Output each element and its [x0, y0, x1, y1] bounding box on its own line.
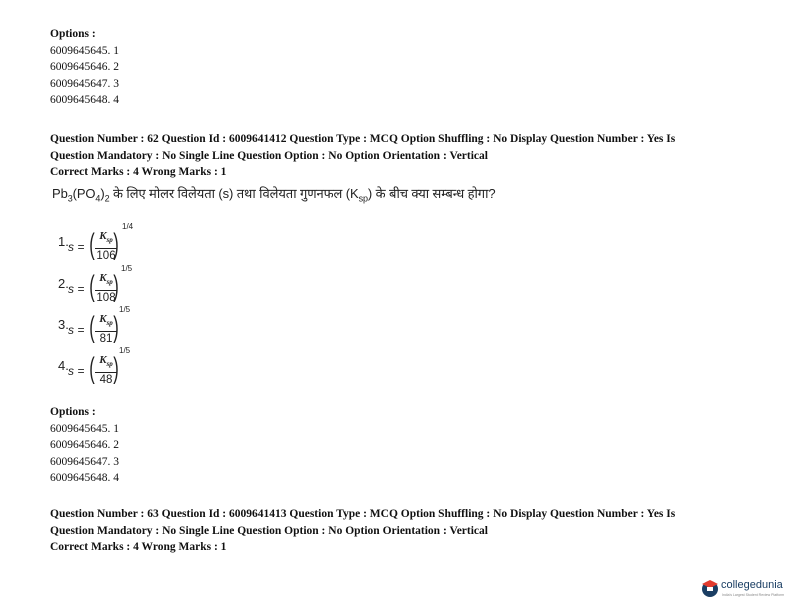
option-id-line: 6009645645. 1: [50, 44, 119, 57]
collegedunia-logo: [700, 576, 790, 602]
exponent: 1/5: [121, 264, 133, 273]
marks-line: Correct Marks : 4 Wrong Marks : 1: [50, 166, 227, 178]
question-text: $Pb_3(PO_4)_2$ के लिए मोलर विलेयता (s) तथा विलेयता गुणनफल $(K_{sp})$ के बीच क्या सम्बन्ध होगा?: [52, 186, 496, 204]
choice-number: 3.: [58, 317, 69, 332]
fraction: $K_{sp}$ 48: [95, 354, 117, 387]
fraction: $K_{sp}$ 108: [96, 272, 116, 305]
option-id-line: 6009645647. 3: [50, 455, 119, 468]
choice-lhs: s =: [68, 323, 85, 337]
choice-number: 4.: [58, 358, 69, 373]
option-id-line: 6009645646. 2: [50, 61, 119, 73]
options-heading: Options :: [50, 28, 96, 40]
right-paren: ): [113, 270, 119, 303]
options-block-2: [50, 404, 119, 487]
choice-lhs: s =: [68, 282, 85, 296]
marks-line: Correct Marks : 4 Wrong Marks : 1: [50, 541, 227, 553]
choice-lhs: s =: [68, 364, 85, 378]
option-id-line: 6009645645. 1: [50, 422, 119, 435]
left-paren: (: [89, 270, 95, 303]
options-heading: Options :: [50, 406, 96, 418]
question-meta-line: Question Mandatory : No Single Line Question Option : No Option Orientation : Vertical: [50, 524, 488, 537]
choice-number: 2.: [58, 276, 69, 291]
graduation-cap-icon: [700, 578, 720, 598]
right-paren: ): [113, 352, 119, 385]
logo-brand-text: collegedunia: [721, 579, 783, 591]
options-block-1: [50, 26, 119, 109]
question-meta-line: Question Number : 63 Question Id : 6009641413 Question Type : MCQ Option Shuffling : No Display Question Number : Yes Is: [50, 508, 676, 520]
question-meta-line: Question Mandatory : No Single Line Question Option : No Option Orientation : Vertical: [50, 149, 488, 162]
exponent: 1/5: [119, 305, 131, 314]
fraction: $K_{sp}$ 106: [96, 230, 116, 263]
left-paren: (: [89, 311, 95, 344]
option-id-line: 6009645646. 2: [50, 439, 119, 451]
right-paren: ): [113, 311, 119, 344]
left-paren: (: [89, 352, 95, 385]
choice-number: 1.: [58, 234, 69, 249]
option-id-line: 6009645647. 3: [50, 77, 119, 90]
choice-lhs: s =: [68, 240, 85, 254]
exponent: 1/4: [122, 222, 134, 231]
question-63-meta: [50, 506, 675, 556]
right-paren: ): [113, 228, 119, 261]
fraction: $K_{sp}$ 81: [95, 313, 117, 346]
exponent: 1/5: [119, 346, 131, 355]
option-id-line: 6009645648. 4: [50, 472, 119, 484]
question-62-meta: [50, 131, 675, 181]
logo-tagline: India's Largest Student Review Platform: [722, 593, 785, 597]
option-id-line: 6009645648. 4: [50, 94, 119, 106]
question-meta-line: Question Number : 62 Question Id : 6009641412 Question Type : MCQ Option Shuffling : No Display Question Number : Yes Is: [50, 133, 676, 145]
left-paren: (: [89, 228, 95, 261]
